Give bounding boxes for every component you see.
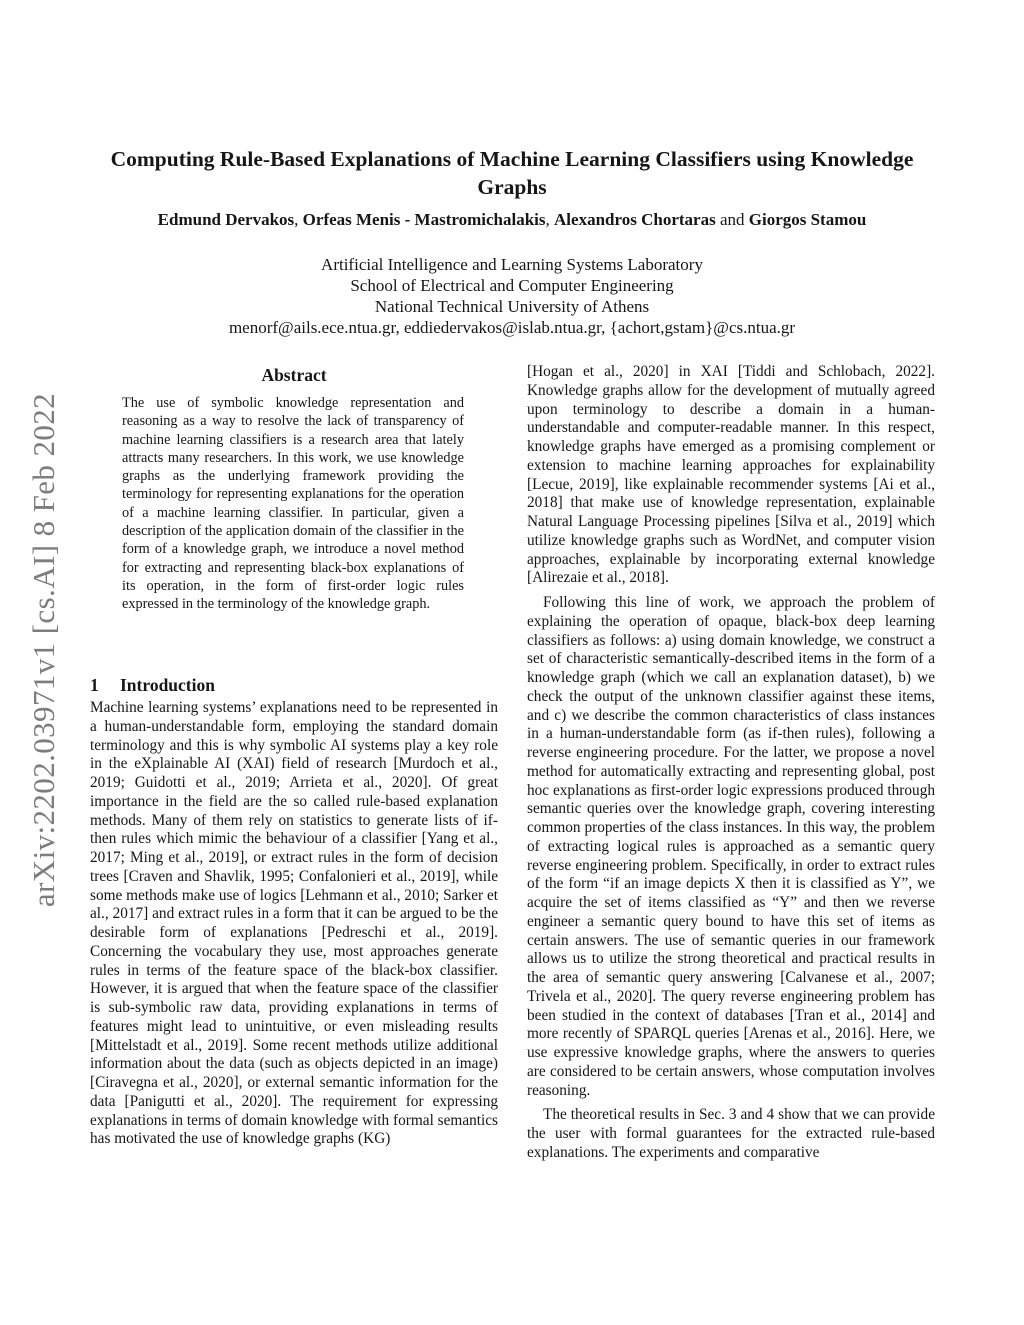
author-name: Edmund Dervakos — [157, 210, 295, 229]
author-name: Orfeas Menis - Mastromichalakis — [302, 210, 546, 229]
intro-column-right — [527, 363, 935, 1163]
intro-column-left — [90, 699, 498, 1149]
abstract-heading: Abstract — [261, 365, 327, 385]
author-name: Alexandros Chortaras — [554, 210, 716, 229]
section-number: 1 — [90, 675, 99, 695]
section-heading — [90, 674, 498, 696]
section-title: Introduction — [120, 675, 215, 695]
arxiv-identifier: arXiv:2202.03971v1 [cs.AI] 8 Feb 2022 — [26, 392, 61, 908]
affiliation-university: National Technical University of Athens — [374, 297, 650, 316]
author-name: Giorgos Stamou — [748, 210, 867, 229]
abstract-text: The use of symbolic knowledge representation and reasoning as a way to resolve the lack of transparency of machine learning classifiers is a research area that lately attracts many researchers. In this work, we use knowledge graphs as the underlying framework providing the terminology for representing explanations for the operation of a machine learning classifier. In particular, given a description of the application domain of the classifier in the form of a knowledge graph, we introduce a novel method for extracting and representing black-box explanations of its operation, in the form of first-order logic rules expressed in the terminology of the knowledge graph. — [122, 395, 464, 613]
intro-paragraph: The theoretical results in Sec. 3 and 4 show that we can provide the user with formal guarantees for the extracted rule-based explanations. The experiments and comparative — [527, 1106, 935, 1161]
intro-paragraph: Following this line of work, we approach the problem of explaining the operation of opaque, black-box deep learning classifiers as follows: a) using domain knowledge, we construct a set of characteristic semantically-described items in the form of a knowledge graph (which we call an explanation dataset), b) we check the output of the unknown classifier against these items, and c) we describe the common characteristics of class instances in a human-understandable form (as if-then rules), following a reverse engineering procedure. For the latter, we propose a novel method for automatically extracting and representing global, post hoc explanations as first-order logic expressions produced through semantic queries over the knowledge graph, covering interesting common properties of the class instances. In this way, the problem of extracting logical rules is approached as a semantic query reverse engineering problem. Specifically, in order to extract rules of the form “if an image depicts X then it is classified as Y”, we acquire the set of items classified as “Y” and then we reverse engineer a semantic query bound to have this set of items as certain answers. The use of semantic queries in our framework allows us to utilize the strong theoretical and practical results in the area of semantic query answering [Calvanese et al., 2007; Trivela et al., 2020]. The query reverse engineering problem has been studied in the context of databases [Tran et al., 2014] and more recently of SPARQL queries [Arenas et al., 2016]. Here, we use expressive knowledge graphs, where the answers to queries are considered to be certain answers, whose computation involves reasoning. — [527, 594, 935, 1099]
affiliation-lab: Artificial Intelligence and Learning Systems Laboratory — [321, 255, 703, 274]
intro-paragraph: Machine learning systems’ explanations need to be represented in a human-understandable form, employing the standard domain terminology and this is why symbolic AI systems play a key role in the eXplainable AI (XAI) field of research [Murdoch et al., 2019; Guidotti et al., 2019; Arrieta et al., 2020]. Of great importance in the field are the so called rule-based explanation methods. Many of them rely on statistics to generate lists of if-then rules which mimic the behaviour of a classifier [Yang et al., 2017; Ming et al., 2019], or extract rules in the form of decision trees [Craven and Shavlik, 1995; Confalonieri et al., 2019], while some methods make use of logics [Lehmann et al., 2010; Sarker et al., 2017] and extract rules in a form that it can be argued to be the desirable form of explanations [Pedreschi et al., 2019]. Concerning the vocabulary they use, most approaches generate rules in terms of the feature space of the black-box classifier. However, it is argued that when the feature space of the classifier is sub-symbolic raw data, providing explanations in terms of features might lead to unintuitive, or even misleading results [Mittelstadt et al., 2019]. Some recent methods utilize additional information about the data (such as objects depicted in an image) [Ciravegna et al., 2020], or external semantic information for the data [Panigutti et al., 2020]. The requirement for expressing explanations in terms of domain knowledge with formal semantics has motivated the use of knowledge graphs (KG) — [90, 699, 498, 1148]
author-conjunction: and — [719, 210, 745, 229]
affiliation-block — [100, 254, 924, 338]
affiliation-school: School of Electrical and Computer Engineering — [350, 276, 674, 295]
author-list: Edmund Dervakos, Orfeas Menis - Mastromichalakis, Alexandros Chortaras and Giorgos Stamou — [157, 210, 867, 229]
affiliation-emails: menorf@ails.ece.ntua.gr, eddiedervakos@islab.ntua.gr, {achort,gstam}@cs.ntua.gr — [228, 318, 796, 337]
intro-paragraph: [Hogan et al., 2020] in XAI [Tiddi and Schlobach, 2022]. Knowledge graphs allow for the development of mutually agreed upon terminology to describe a domain in a human-understandable and computer-readable manner. In this respect, knowledge graphs have emerged as a promising complement or extension to machine learning approaches for explainability [Lecue, 2019], like explainable recommender systems [Ai et al., 2018] that make use of knowledge representation, explainable Natural Language Processing pipelines [Silva et al., 2019] which utilize knowledge graphs such as WordNet, and computer vision approaches, explainable by incorporating external knowledge [Alirezaie et al., 2018]. — [527, 363, 935, 587]
paper-title: Computing Rule-Based Explanations of Machine Learning Classifiers using Knowledge Graphs — [110, 147, 914, 199]
